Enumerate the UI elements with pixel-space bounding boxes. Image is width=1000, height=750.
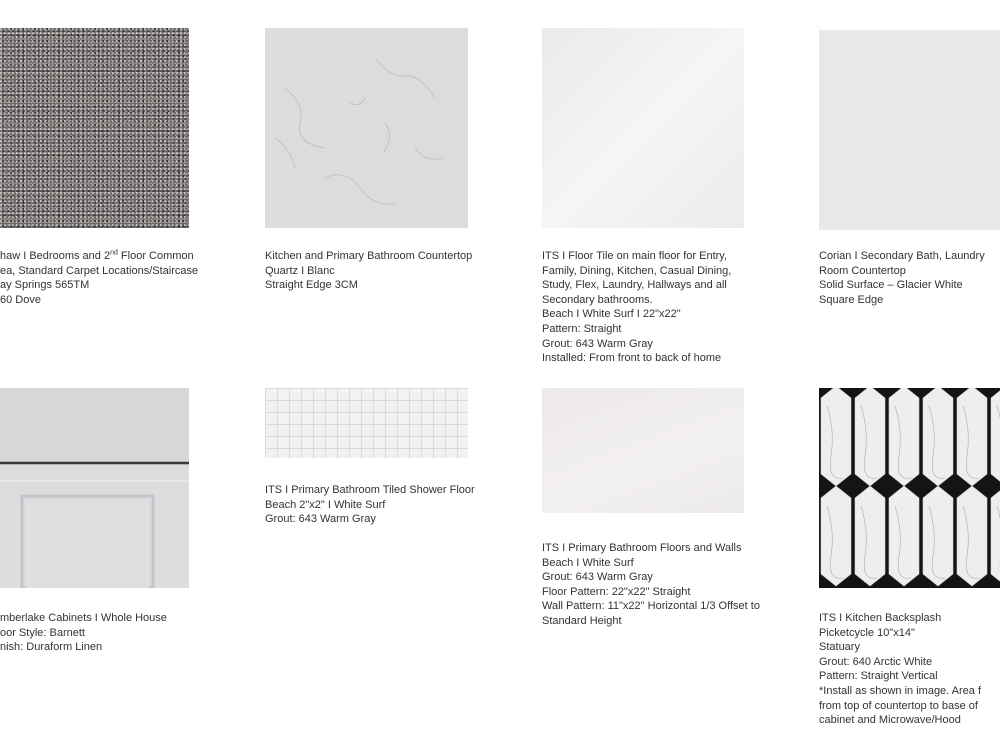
backsplash-caption-line-3: Statuary [819,641,860,654]
kitchen-countertop-caption [265,249,525,293]
corian-caption-line-4: Square Edge [819,293,884,306]
shower-floor-caption [265,483,525,527]
corian-caption-line-3: Solid Surface – Glacier White [819,279,963,292]
white-surf-floor-tile-swatch [542,28,744,228]
picket-tile [855,388,885,486]
cabinet-door-drawing [0,388,189,588]
floor-tile-caption-line-3: Study, Flex, Laundry, Hallways and all [542,279,727,292]
floor-tile-caption-line-1: ITS I Floor Tile on main floor for Entry, [542,250,728,262]
shower-floor-caption-line-3: Grout: 643 Warm Gray [265,513,376,526]
shower-floor-mosaic-swatch [265,388,468,458]
cabinets-caption-line-3: nish: Duraform Linen [0,641,103,654]
floor-tile-caption-line-7: Grout: 643 Warm Gray [542,337,653,350]
kitchen-countertop-caption-line-1: Kitchen and Primary Bathroom Countertop [265,250,473,262]
cabinets-caption [0,611,235,655]
picket-tile [821,486,851,586]
backsplash-caption-line-4: Grout: 640 Arctic White [819,655,933,668]
backsplash-caption-line-1: ITS I Kitchen Backsplash [819,612,942,624]
picket-tile [991,486,1000,586]
picket-tile [855,486,885,586]
bath-floors-caption-line-1: ITS I Primary Bathroom Floors and Walls [542,542,742,554]
backsplash-caption-line-5: Pattern: Straight Vertical [819,670,938,683]
kitchen-countertop-caption-line-3: Straight Edge 3CM [265,279,358,292]
picket-backsplash-swatch [819,388,1000,588]
picket-tile [957,388,987,486]
quartz-blanc-swatch [265,28,468,228]
backsplash-caption-line-2: Picketcycle 10"x14" [819,626,915,639]
quartz-veining [265,28,468,228]
picket-tile [923,388,953,486]
floor-tile-caption-line-8: Installed: From front to back of home [542,352,722,365]
bath-floors-caption-line-2: Beach I White Surf [542,556,634,569]
backsplash-caption [819,611,1000,728]
carpet-swatch [0,28,189,228]
picket-tile [923,486,953,586]
bath-floors-caption-line-3: Grout: 643 Warm Gray [542,571,653,584]
corian-caption-line-2: Room Countertop [819,264,906,277]
picket-tile [889,486,919,586]
shower-floor-caption-line-2: Beach 2"x2" I White Surf [265,498,386,511]
picket-tile [957,486,987,586]
backsplash-caption-line-6: *Install as shown in image. Area f [819,684,982,697]
cabinets-caption-line-1: mberlake Cabinets I Whole House [0,612,167,624]
corian-caption-line-1: Corian I Secondary Bath, Laundry [819,250,985,262]
carpet-caption [0,249,235,307]
bath-floors-caption-line-5: Wall Pattern: 11"x22" Horizontal 1/3 Offset to [542,600,760,613]
carpet-caption-line-3: ay Springs 565TM [0,279,90,292]
carpet-caption-line-2: ea, Standard Carpet Locations/Staircase [0,264,199,277]
picket-tile [889,388,919,486]
picket-tile [821,388,851,486]
backsplash-caption-line-7: from top of countertop to base of [819,699,978,712]
corian-glacier-white-swatch [819,30,1000,230]
floor-tile-caption-line-2: Family, Dining, Kitchen, Casual Dining, [542,264,732,277]
floor-tile-caption-line-6: Pattern: Straight [542,322,622,335]
bath-floors-caption [542,541,802,629]
carpet-caption-line-4: 60 Dove [0,293,41,306]
carpet-caption-line-1: haw I Bedrooms and 2nd Floor Common [0,249,194,262]
bath-floors-caption-line-4: Floor Pattern: 22"x22" Straight [542,585,691,598]
kitchen-countertop-caption-line-2: Quartz I Blanc [265,264,335,277]
cabinets-caption-line-2: oor Style: Barnett [0,626,85,639]
beach-white-surf-tile-swatch [542,388,744,513]
picket-tile-pattern [819,388,1000,588]
shower-floor-caption-line-1: ITS I Primary Bathroom Tiled Shower Floor [265,484,475,496]
floor-tile-caption-line-4: Secondary bathrooms. [542,293,653,306]
backsplash-caption-line-8: cabinet and Microwave/Hood [819,714,961,727]
floor-tile-caption [542,249,802,366]
bath-floors-caption-line-6: Standard Height [542,614,622,627]
picket-tile [991,388,1000,486]
cabinet-door-swatch [0,388,189,588]
corian-caption [819,249,1000,307]
floor-tile-caption-line-5: Beach I White Surf I 22"x22" [542,308,681,321]
